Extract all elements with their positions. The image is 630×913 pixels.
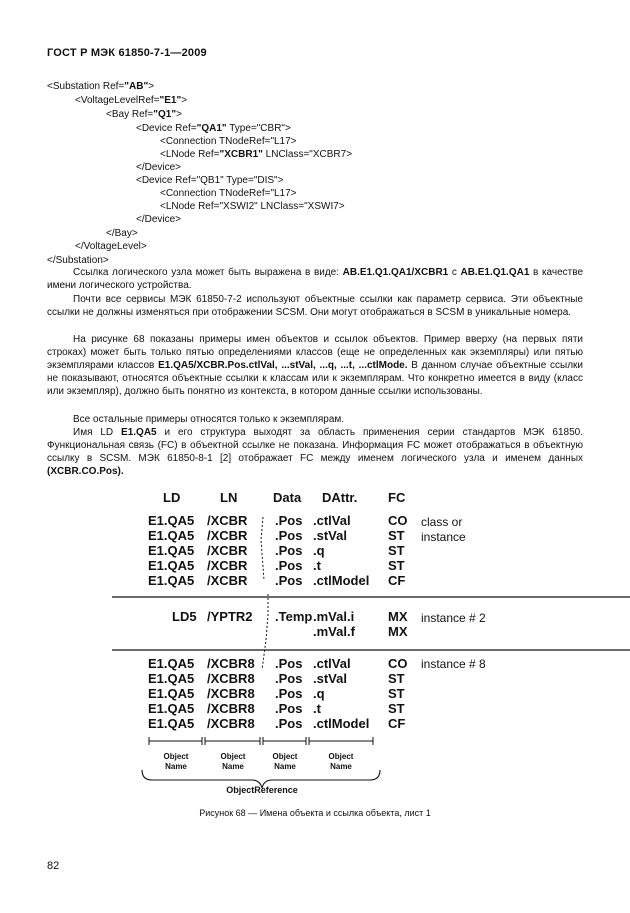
xml-line: <Device Ref="QB1" Type="DIS"> [136,175,284,186]
ld-cell: E1.QA5 [148,671,195,686]
ln-cell: /XCBR [207,543,248,558]
ln-cell: /XCBR8 [207,716,255,731]
paragraph-2: Почти все сервисы МЭК 61850-7-2 используют объектные ссылки как параметр сервиса. Эти объектные ссылки не должны изменяться при отображении SCSM. Они могут отображаться в SCSM в уникальные номера. [47,294,583,318]
ld-cell: E1.QA5 [148,573,195,588]
dattr-cell: .t [313,701,321,716]
data-cell: .Pos [275,686,303,701]
paragraph-1: Ссылка логического узла может быть выражена в виде: AB.E1.Q1.QA1/XCBR1 с AB.E1.Q1.QA1 в качестве имени логического устройства. [47,267,584,291]
group-2-note: instance # 2 [421,611,486,625]
object-name-label: Object Name [328,752,354,771]
col-header-ld: LD [163,490,181,505]
data-cell: .Pos [275,656,303,671]
data-cell: .Pos [275,558,303,573]
group-3-note: instance # 8 [421,657,486,671]
dattr-cell: .ctlVal [313,656,351,671]
dashed-link-line [262,594,268,670]
ld-cell: E1.QA5 [148,543,195,558]
dattr-cell: .ctlVal [313,513,351,528]
xml-line: </Device> [136,214,182,225]
fc-cell: CF [388,573,406,588]
group-1-note: class or instance [421,515,466,544]
ln-cell: /XCBR8 [207,701,255,716]
ld-cell: LD5 [172,609,197,624]
ld-cell: E1.QA5 [148,686,195,701]
xml-line: </VoltageLevel> [75,241,147,252]
fc-cell: MX [388,609,408,624]
fc-cell: ST [388,701,405,716]
dattr-cell: .q [313,686,325,701]
fc-cell: ST [388,528,405,543]
ld-cell: E1.QA5 [148,558,195,573]
document-header: ГОСТ Р МЭК 61850-7-1—2009 [47,47,207,59]
ln-cell: /XCBR [207,513,248,528]
xml-line: <Connection TNodeRef="L17> [160,136,297,147]
object-name-label: Object Name [272,752,298,771]
fc-cell: CO [388,513,408,528]
data-cell: .Pos [275,671,303,686]
ld-cell: E1.QA5 [148,701,195,716]
xml-line: </Bay> [106,228,138,239]
ln-cell: /XCBR [207,573,248,588]
xml-line: </Device> [136,162,182,173]
xml-line: </Substation> [47,255,109,266]
dashed-link-line [261,517,264,580]
fc-cell: CO [388,656,408,671]
fc-cell: CF [388,716,406,731]
ln-cell: /XCBR8 [207,686,255,701]
xml-line: <Substation Ref="AB"> [47,81,155,92]
object-name-label: Object Name [220,752,246,771]
ln-cell: /XCBR [207,528,248,543]
xml-line: <LNode Ref="XSWI2" LNClass="XSWI7> [160,201,345,212]
page-number: 82 [47,860,60,872]
fc-cell: ST [388,671,405,686]
dattr-cell: .mVal.i [313,609,355,624]
fc-cell: ST [388,558,405,573]
col-header-ln: LN [220,490,238,505]
ln-cell: /XCBR8 [207,656,255,671]
ln-cell: /XCBR [207,558,248,573]
xml-line: <Connection TNodeRef="L17> [160,188,297,199]
figure-caption: Рисунок 68 — Имена объекта и ссылка объекта, лист 1 [199,808,431,818]
paragraph-4: Все остальные примеры относятся только к экземплярам. [73,414,345,425]
xml-line: <LNode Ref="XCBR1" LNClass="XCBR7> [160,149,353,160]
fc-cell: ST [388,686,405,701]
xml-line: <VoltageLevelRef="E1"> [75,95,188,106]
dattr-cell: .ctlModel [313,573,370,588]
dattr-cell: .stVal [313,528,347,543]
data-cell: .Pos [275,543,303,558]
dattr-cell: .mVal.f [313,624,355,639]
data-cell: .Pos [275,528,303,543]
dattr-cell: .stVal [313,671,347,686]
data-cell: .Pos [275,716,303,731]
xml-line: <Bay Ref="Q1"> [106,109,182,120]
data-cell: .Pos [275,701,303,716]
fc-cell: ST [388,543,405,558]
dattr-cell: .q [313,543,325,558]
paragraph-3: На рисунке 68 показаны примеры имен объектов и ссылок объектов. Пример вверху (на первых пяти строках) может быть только пятью определениями классов (еще не определенных как экземпляры) или пятью экземплярами классов E1.QA5/XCBR.Pos.ctlVal, ...stVal, ...q, ...t, ...ctlMode. В данном случае объектные ссылки не показывают, относятся объектные ссылки к классам или к экземплярам. Что конкретно имеется в виду (класс или экземпляр), должно быть понятно из контекста, в котором данные ссылки использованы. [47,334,583,397]
ln-cell: /XCBR8 [207,671,255,686]
data-cell: .Temp [275,609,313,624]
object-name-label: Object Name [163,752,189,771]
object-reference-label: ObjectReference [226,785,298,795]
paragraph-5: Имя LD E1.QA5 и его структура выходят за область применения серии стандартов МЭК 61850. Функциональная связь (FC) в объектной ссылке не показана. Информация FC может отображаться в объектную ссылку в SCSM. МЭК 61850-8-1 [2] отображает FC между именем логического узла и именем данных (XCBR.CO.Pos). [47,427,583,477]
dattr-cell: .ctlModel [313,716,370,731]
data-cell: .Pos [275,573,303,588]
col-header-data: Data [273,490,302,505]
data-cell: .Pos [275,513,303,528]
fc-cell: MX [388,624,408,639]
ld-cell: E1.QA5 [148,656,195,671]
xml-line: <Device Ref="QA1" Type="CBR"> [136,123,291,134]
ld-cell: E1.QA5 [148,528,195,543]
ld-cell: E1.QA5 [148,716,195,731]
col-header-fc: FC [388,490,406,505]
ld-cell: E1.QA5 [148,513,195,528]
col-header-dattr: DAttr. [322,490,358,505]
dattr-cell: .t [313,558,321,573]
ln-cell: /YPTR2 [207,609,253,624]
